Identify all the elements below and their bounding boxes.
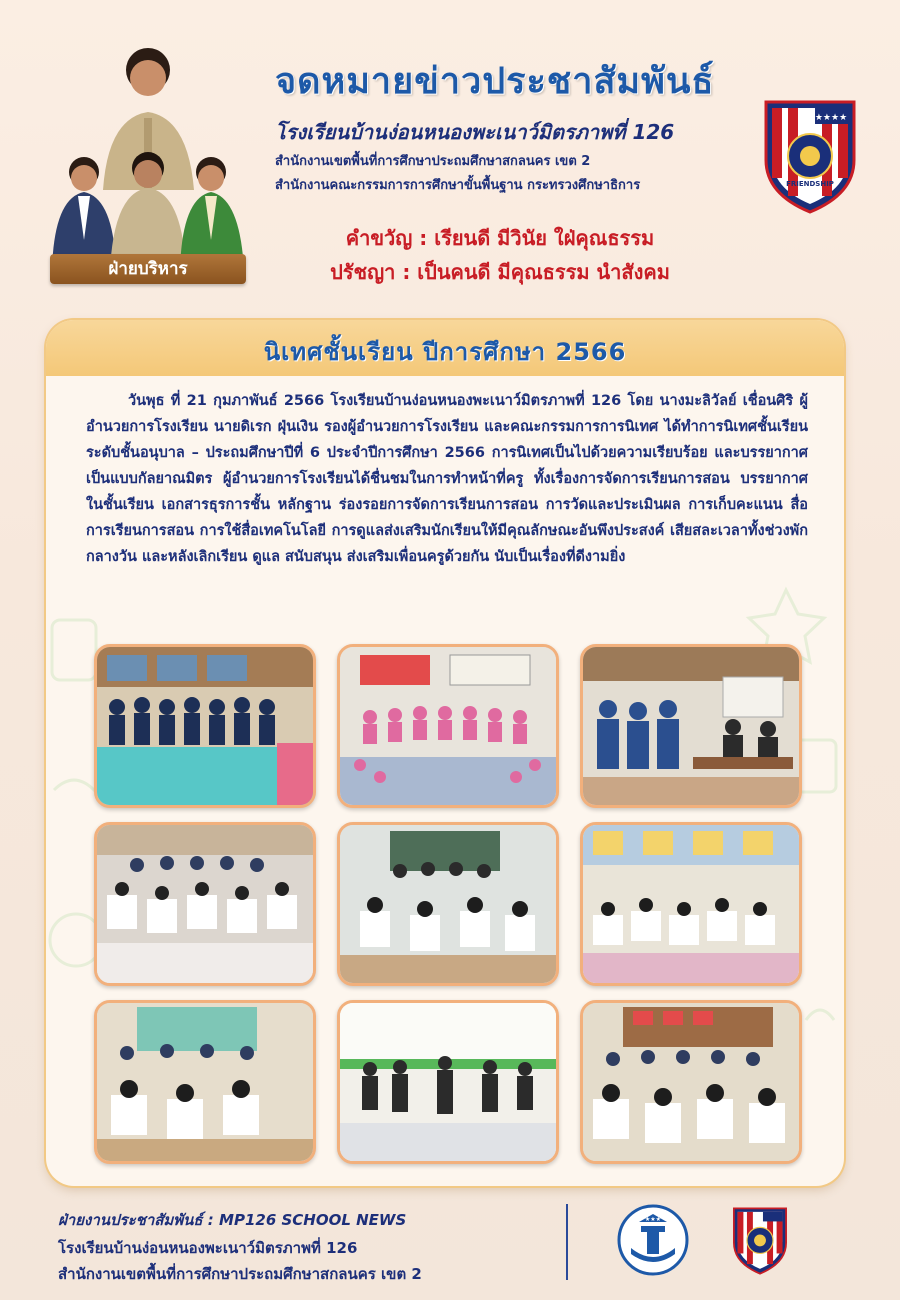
admin-badge: ฝ่ายบริหาร bbox=[50, 254, 246, 284]
photo-classroom-4 bbox=[94, 1000, 316, 1164]
school-motto: คำขวัญ : เรียนดี มีวินัย ใฝ่คุณธรรม bbox=[345, 226, 655, 250]
footer-school-name: โรงเรียนบ้านง่อนหนองพะเนาว์มิตรภาพที่ 126 bbox=[58, 1239, 358, 1257]
school-philosophy: ปรัชญา : เป็นคนดี มีคุณธรรม นำสังคม bbox=[330, 260, 670, 284]
photo-classroom-3 bbox=[580, 822, 802, 986]
footer-pr-department: ฝ่ายงานประชาสัมพันธ์ : MP126 SCHOOL NEWS bbox=[58, 1211, 407, 1229]
footer-divider bbox=[566, 1204, 568, 1280]
school-crest-logo bbox=[760, 98, 860, 216]
footer-office-name: สำนักงานเขตพื้นที่การศึกษาประถมศึกษาสกลนคร เขต 2 bbox=[58, 1265, 422, 1283]
photo-classroom-5 bbox=[337, 1000, 559, 1164]
education-office-logo bbox=[617, 1204, 689, 1276]
photo-classroom-2 bbox=[337, 822, 559, 986]
svg-text:★★★: ★★★ bbox=[644, 1216, 662, 1223]
school-name: โรงเรียนบ้านง่อนหนองพะเนาว์มิตรภาพที่ 126 bbox=[275, 120, 675, 144]
photo-teachers-meeting bbox=[580, 644, 802, 808]
office-line-1: สำนักงานเขตพื้นที่การศึกษาประถมศึกษาสกลนคร เขต 2 bbox=[275, 154, 591, 169]
newsletter-title: จดหมายข่าวประชาสัมพันธ์ bbox=[275, 61, 715, 102]
article-card bbox=[46, 320, 844, 1186]
photo-classroom-1 bbox=[94, 822, 316, 986]
school-crest-logo-small bbox=[730, 1206, 790, 1276]
office-line-2: สำนักงานคณะกรรมการการศึกษาขั้นพื้นฐาน กระทรวงศึกษาธิการ bbox=[275, 178, 641, 193]
photo-students-assembly bbox=[337, 644, 559, 808]
svg-text:FRIENDSHIP: FRIENDSHIP bbox=[786, 180, 834, 188]
administrators-photo bbox=[48, 40, 248, 285]
photo-teachers-with-awards bbox=[94, 644, 316, 808]
photo-classroom-6 bbox=[580, 1000, 802, 1164]
article-title: นิเทศชั้นเรียน ปีการศึกษา 2566 bbox=[263, 338, 627, 366]
svg-text:★★★★: ★★★★ bbox=[814, 113, 848, 123]
article-body: วันพุธ ที่ 21 กุมภาพันธ์ 2566 โรงเรียนบ้านง่อนหนองพะเนาว์มิตรภาพที่ 126 โดย นางมะลิวัลย์ เชื่อนศิริ ผู้อำนวยการโรงเรียน นายดิเรก ฝุ่นเงิน รองผู้อำนวยการโรงเรียน และคณะกรรมการการนิเทศ ได้ทำการนิเทศชั้นเรียนระดับชั้นอนุบาล – ประถมศึกษาปีที่ 6 ประจำปีการศึกษา 2566 การนิเทศเป็นไปด้วยความเรียบร้อย และบรรยากาศเป็นแบบกัลยาณมิตร ผู้อำนวยการโรงเรียนได้ชื่นชมในการทำหน้าที่ครู ทั้งเรื่องการจัดการเรียนการสอน บรรยากาศในชั้นเรียน เอกสารธุรการชั้น หลักฐาน ร่องรอยการจัดการเรียนการสอน การวัดและประเมินผล การเก็บคะแนน สื่อการเรียนการสอน การใช้สื่อเทคโนโลยี การดูแลส่งเสริมนักเรียนให้มีคุณลักษณะอันพึงประสงค์ เสียสละเวลาทั้งช่วงพักกลางวัน และหลังเลิกเรียน ดูแล สนับสนุน ส่งเสริมเพื่อนครูด้วยกัน นับเป็นเรื่องที่ดีงามยิ่ง bbox=[86, 393, 808, 565]
